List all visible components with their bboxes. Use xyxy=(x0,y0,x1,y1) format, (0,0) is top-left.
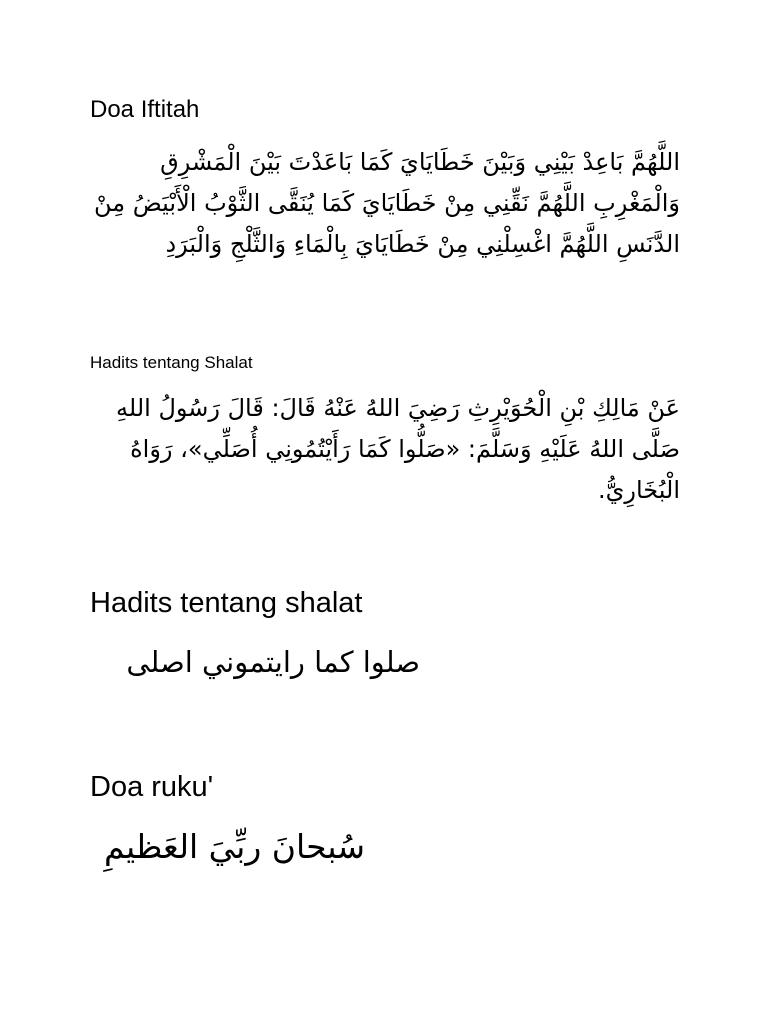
section-heading-hadits-shalat-short: Hadits tentang shalat xyxy=(90,587,363,619)
arabic-text-hadits-shalat: عَنْ مَالِكِ بْنِ الْحُوَيْرِثِ رَضِيَ اللهُ عَنْهُ قَالَ: قَالَ رَسُولُ اللهِ صَلَّى اللهُ عَلَيْهِ وَسَلَّمَ: «صَلُّوا كَمَا رَأَيْتُمُونِي أُصَلِّي»، رَوَاهُ الْبُخَارِيُّ. xyxy=(116,394,680,504)
section-heading-doa-ruku: Doa ruku' xyxy=(90,771,214,803)
arabic-text-doa-iftitah: اللَّهُمَّ بَاعِدْ بَيْنِي وَبَيْنَ خَطَايَايَ كَمَا بَاعَدْتَ بَيْنَ الْمَشْرِقِ وَالْمَغْرِبِ اللَّهُمَّ نَقِّنِي مِنْ خَطَايَايَ كَمَا يُنَقَّى الثَّوْبُ الْأَبْيَضُ مِنْ الدَّنَسِ اللَّهُمَّ اغْسِلْنِي مِنْ خَطَايَايَ بِالْمَاءِ وَالثَّلْجِ وَالْبَرَدِ xyxy=(94,148,680,258)
section-heading-doa-iftitah: Doa Iftitah xyxy=(90,96,200,123)
arabic-text-hadits-shalat-short: صلوا كما رايتموني اصلى xyxy=(126,645,420,679)
section-heading-hadits-shalat: Hadits tentang Shalat xyxy=(90,353,253,372)
arabic-text-doa-ruku: سُبحانَ ربِّيَ العَظيمِ xyxy=(104,827,365,866)
